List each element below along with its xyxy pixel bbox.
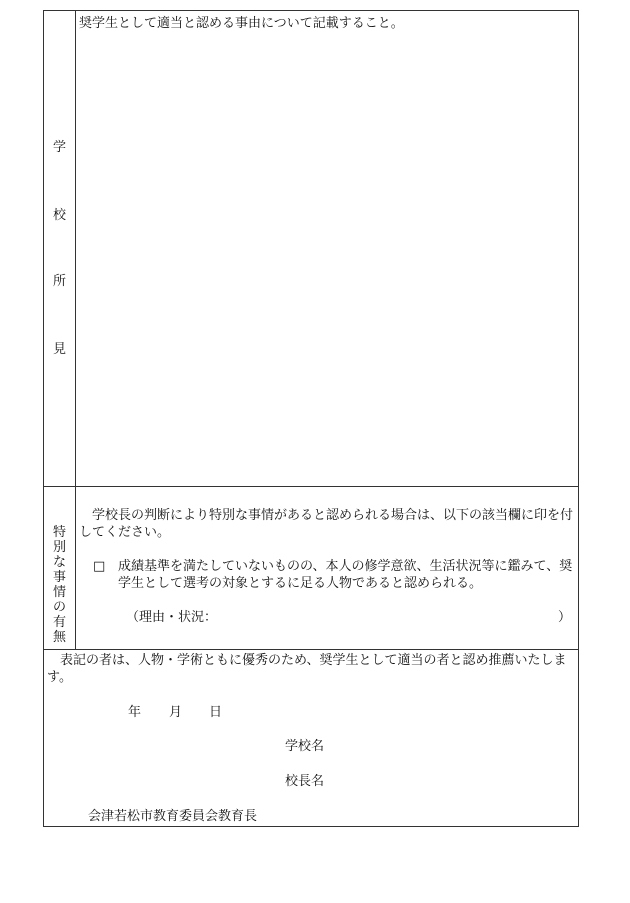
school-opinion-label-char: 校 — [52, 208, 66, 223]
special-circumstances-checkbox-label: 成績基準を満たしていないものの、本人の修学意欲、生活状況等に鑑みて、奨学生として選考の対象とするに足る人物であると認められる。 — [118, 559, 573, 591]
special-circumstances-label-char: 有 — [52, 615, 66, 630]
special-circumstances-checkbox[interactable]: □ — [93, 559, 106, 574]
school-opinion-label — [44, 11, 76, 486]
special-circumstances-label-char: 特 — [52, 525, 66, 540]
special-circumstances-section — [44, 487, 578, 650]
special-circumstances-label-char: 別 — [52, 540, 66, 555]
school-opinion-label-char: 見 — [52, 342, 66, 357]
reason-label: （理由・状況： — [126, 610, 218, 625]
addressee: 会津若松市教育委員会教育長 — [88, 809, 258, 824]
special-circumstances-label-char: な — [52, 555, 66, 570]
special-circumstances-instruction: 学校長の判断により特別な事情があると認められる場合は、以下の該当欄に印を付してください。 — [79, 508, 574, 540]
special-circumstances-label-char: の — [52, 600, 66, 615]
date-year-label: 年 — [128, 705, 142, 720]
reason-close-paren: ） — [558, 610, 572, 625]
school-opinion-section — [44, 11, 578, 487]
special-circumstances-label-char: 情 — [52, 585, 66, 600]
school-name-label: 学校名 — [285, 739, 325, 754]
date-day-label: 日 — [209, 705, 223, 720]
recommendation-section — [44, 650, 578, 826]
school-opinion-instruction: 奨学生として適当と認める事由について記載すること。 — [79, 16, 404, 31]
recommendation-statement: 表記の者は、人物・学術ともに優秀のため、奨学生として適当の者と認め推薦いたします。 — [47, 653, 567, 685]
special-circumstances-label-char: 事 — [52, 570, 66, 585]
school-opinion-label-char: 所 — [52, 274, 66, 289]
recommendation-form — [43, 10, 579, 827]
principal-name-label: 校長名 — [285, 774, 325, 789]
school-opinion-label-char: 学 — [52, 140, 66, 155]
special-circumstances-label — [44, 487, 76, 649]
date-month-label: 月 — [169, 705, 183, 720]
special-circumstances-label-char: 無 — [52, 630, 66, 645]
